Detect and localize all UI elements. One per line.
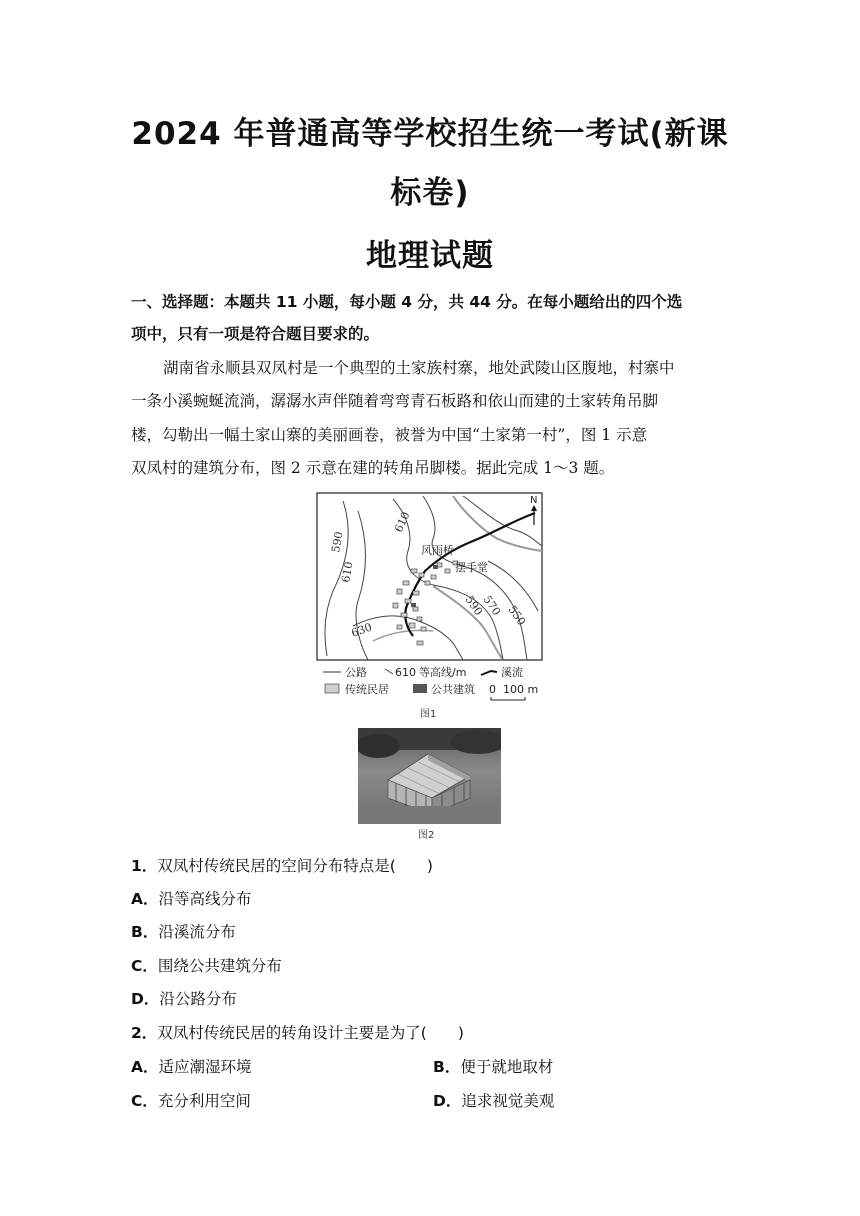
contour-label: 570 <box>480 593 504 618</box>
option-key: C． <box>131 957 158 975</box>
passage-line: 一条小溪蜿蜒流淌，潺潺水声伴随着弯弯青石板路和依山而建的土家转角吊脚 <box>131 392 659 410</box>
scale-zero-label: 0 <box>489 683 496 696</box>
question-number: 1． <box>131 857 158 875</box>
option-text: 适应潮湿环境 <box>158 1058 252 1076</box>
option-key: D． <box>433 1092 462 1110</box>
legend-contour-swatch <box>385 669 393 674</box>
title-line-2: 标卷) <box>390 175 470 211</box>
passage-line: 湖南省永顺县双凤村是一个典型的土家族村寨，地处武陵山区腹地，村寨中 <box>163 359 675 377</box>
svg-text:N: N <box>530 495 538 506</box>
question-stem: 双凤村传统民居的转角设计主要是为了( ) <box>157 1024 464 1042</box>
question-1 <box>131 854 433 876</box>
contour-label: 590 <box>462 593 486 618</box>
contour-label: 550 <box>505 603 529 628</box>
legend-stream-label: 溪流 <box>501 666 523 679</box>
option-text: 追求视觉美观 <box>461 1092 555 1110</box>
legend-road-label: 公路 <box>345 666 367 679</box>
contour-label: 610 <box>391 509 413 535</box>
option-text: 沿公路分布 <box>159 990 237 1008</box>
option-text: 便于就地取材 <box>460 1058 554 1076</box>
option-key: B． <box>433 1058 461 1076</box>
title-line-1: 2024 年普通高等学校招生统一考试(新课 <box>131 116 729 152</box>
question-stem: 双凤村传统民居的空间分布特点是( ) <box>157 857 433 875</box>
option-text: 沿溪流分布 <box>158 923 236 941</box>
option-key: C． <box>131 1092 158 1110</box>
legend-contour-value: 610 <box>395 666 416 679</box>
passage-line: 双凤村的建筑分布，图 2 示意在建的转角吊脚楼。据此完成 1～3 题。 <box>131 459 615 477</box>
section-heading-line-2: 项中，只有一项是符合题目要求的。 <box>131 325 380 343</box>
question-number: 2． <box>131 1024 158 1042</box>
scale-distance-label: 100 m <box>503 683 539 696</box>
q2-option-d[interactable] <box>433 1089 554 1111</box>
option-text: 沿等高线分布 <box>158 890 252 908</box>
subject-title: 地理试题 <box>366 238 494 274</box>
hall-label: 摆手堂 <box>455 561 488 574</box>
bridge-label: 风雨桥 <box>421 544 454 557</box>
option-key: A． <box>131 1058 159 1076</box>
scale-bar <box>491 697 525 700</box>
legend-traditional-label: 传统民居 <box>345 683 389 696</box>
contour-label: 610 <box>339 560 356 584</box>
passage-line: 楼，勾勒出一幅土家山寨的美丽画卷，被誉为中国“土家第一村”，图 1 示意 <box>131 426 648 444</box>
option-text: 充分利用空间 <box>157 1092 251 1110</box>
q1-option-d[interactable] <box>131 987 237 1009</box>
section-heading-line-1: 一、选择题：本题共 11 小题，每小题 4 分，共 44 分。在每小题给出的四个选 <box>131 293 683 311</box>
option-key: A． <box>131 890 159 908</box>
legend-contour-label: 等高线/m <box>419 666 467 679</box>
legend-public-swatch <box>413 684 427 693</box>
option-text: 围绕公共建筑分布 <box>157 957 282 975</box>
q2-option-c[interactable] <box>131 1089 251 1111</box>
village-map <box>313 491 563 713</box>
option-key: D． <box>131 990 160 1008</box>
stilt-house-photo <box>358 728 501 824</box>
legend-stream-swatch <box>481 671 497 675</box>
legend-public-label: 公共建筑 <box>431 683 475 696</box>
q2-option-b[interactable] <box>433 1055 553 1077</box>
option-key: B． <box>131 923 159 941</box>
question-2 <box>131 1021 464 1043</box>
contour-label: 630 <box>349 620 374 640</box>
legend-traditional-swatch <box>325 684 339 693</box>
figure1-caption: 图1 <box>420 709 437 720</box>
q1-option-a[interactable] <box>131 887 252 909</box>
q1-option-b[interactable] <box>131 920 236 942</box>
q2-option-a[interactable] <box>131 1055 252 1077</box>
contour-label: 590 <box>329 530 346 554</box>
figure2-caption: 图2 <box>418 830 435 841</box>
q1-option-c[interactable] <box>131 954 282 976</box>
